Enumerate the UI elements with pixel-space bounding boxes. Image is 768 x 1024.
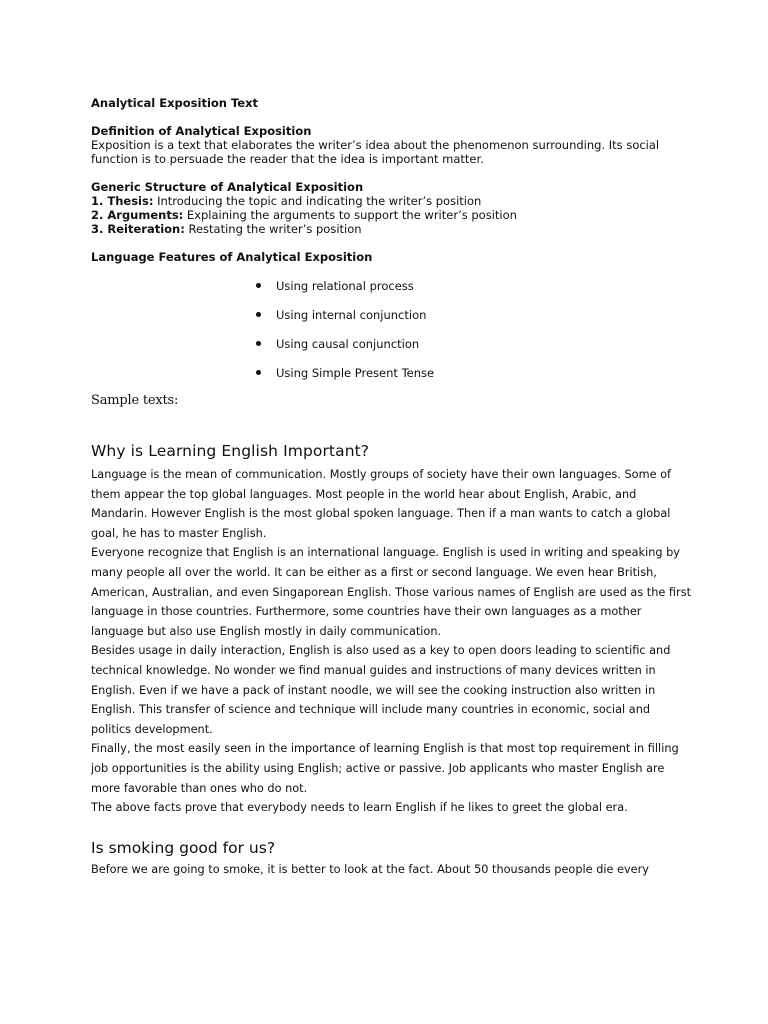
structure-text: Restating the writer’s position: [184, 222, 362, 236]
structure-label: 1. Thesis:: [91, 194, 154, 208]
doc-title: Analytical Exposition Text: [91, 96, 259, 110]
feature-text: Using internal conjunction: [276, 308, 427, 322]
structure-text: Introducing the topic and indicating the writer’s position: [153, 194, 482, 208]
essay-paragraph: Language is the mean of communication. Mostly groups of society have their own languages. Some of them appear the top global languages. Most people in the world hear about English, Arabic, and Mandarin. However English is the most global spoken language. Then if a man wants to catch a global goal, he has to master English.: [91, 468, 672, 540]
bullet-icon: [256, 312, 261, 317]
list-item: [256, 337, 691, 360]
feature-text: Using causal conjunction: [276, 337, 420, 351]
bullet-icon: [256, 341, 261, 346]
features-heading: Language Features of Analytical Exposition: [91, 250, 373, 264]
structure-item-reiteration: [91, 222, 691, 236]
structure-list: [91, 194, 691, 236]
feature-text: Using relational process: [276, 279, 414, 293]
structure-text: Explaining the arguments to support the writer’s position: [183, 208, 517, 222]
essay-paragraph: Besides usage in daily interaction, English is also used as a key to open doors leading to scientific and technical knowledge. No wonder we find manual guides and instructions of many devices written in English. Even if we have a pack of instant noodle, we will see the cooking instruction also written in English. This transfer of science and technique will include many countries in economic, social and politics development.: [91, 644, 671, 736]
structure-label: 2. Arguments:: [91, 208, 184, 222]
definition-text: Exposition is a text that elaborates the writer’s idea about the phenomenon surrounding. Its social function is to persuade the reader that the idea is important matter.: [91, 138, 660, 166]
definition-heading: Definition of Analytical Exposition: [91, 124, 312, 138]
bullet-icon: [256, 283, 261, 288]
essay-learning-english: [91, 441, 691, 818]
bullet-icon: [256, 370, 261, 375]
sample-label: Sample texts:: [91, 393, 179, 408]
essay-title: Is smoking good for us?: [91, 838, 276, 857]
essay-smoking: [91, 838, 691, 880]
essay-paragraph: The above facts prove that everybody needs to learn English if he likes to greet the global era.: [91, 801, 628, 815]
structure-item-thesis: [91, 194, 691, 208]
essay-paragraph: Finally, the most easily seen in the importance of learning English is that most top requirement in filling job opportunities is the ability using English; active or passive. Job applicants who master English are more favorable than ones who do not.: [91, 742, 679, 795]
structure-heading: Generic Structure of Analytical Exposition: [91, 180, 364, 194]
list-item: [256, 279, 691, 302]
list-item: [256, 366, 691, 389]
essay-title: Why is Learning English Important?: [91, 442, 370, 460]
essay-paragraph: Everyone recognize that English is an international language. English is used in writing and speaking by many people all over the world. It can be either as a first or second language. We even hear British, American, Australian, and even Singaporean English. Those various names of English are used as the first language in those countries. Furthermore, some countries have their own languages as a mother language but also use English mostly in daily communication.: [91, 546, 692, 638]
structure-item-arguments: [91, 208, 691, 222]
list-item: [256, 308, 691, 331]
document-page: [91, 96, 691, 879]
features-list: [91, 279, 691, 389]
essay-paragraph: Before we are going to smoke, it is better to look at the fact. About 50 thousands people die every: [91, 862, 649, 876]
feature-text: Using Simple Present Tense: [276, 366, 435, 380]
structure-label: 3. Reiteration:: [91, 222, 185, 236]
